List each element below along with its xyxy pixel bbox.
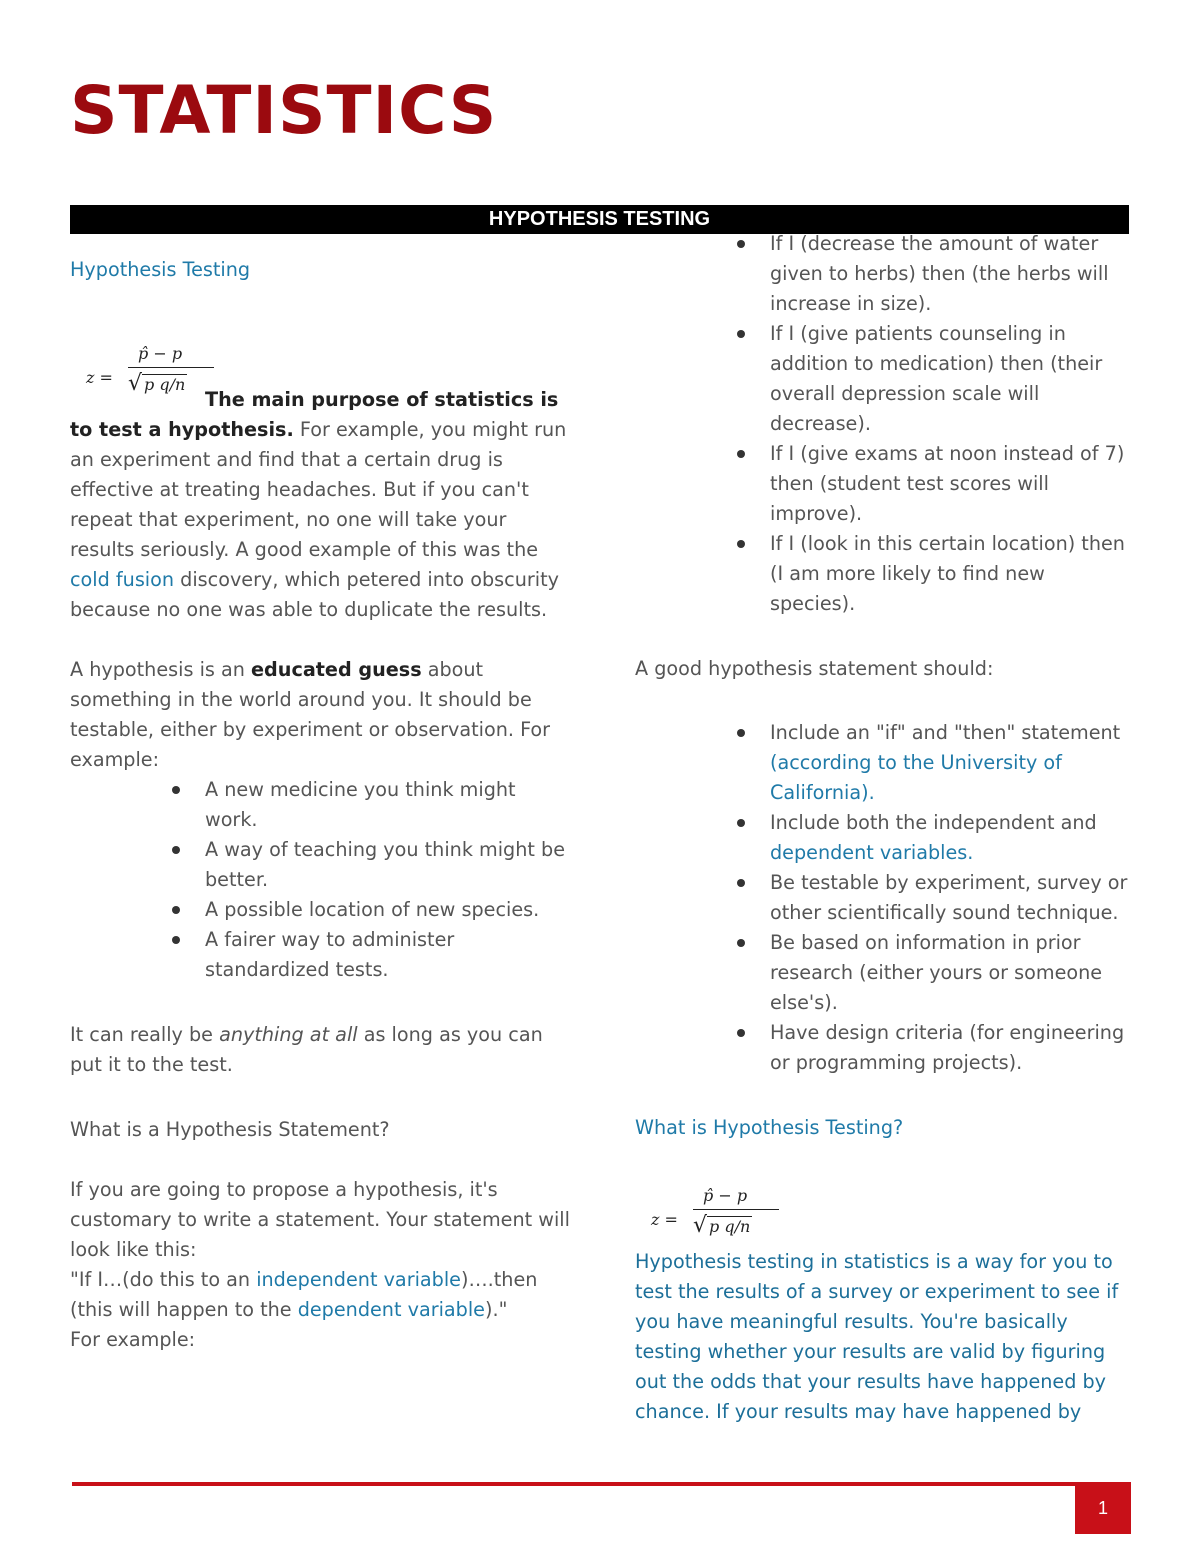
- anything-text-a: It can really be: [70, 1023, 220, 1046]
- radical-sign: √: [128, 371, 143, 396]
- formula-numerator: p̂ − p: [138, 344, 183, 363]
- formula-body: [651, 1187, 1135, 1249]
- radicand: p q/n: [709, 1217, 751, 1236]
- left-column: [70, 255, 570, 1355]
- formula-numerator: p̂ − p: [703, 1186, 748, 1205]
- cold-fusion-link[interactable]: cold fusion: [70, 568, 175, 591]
- section-header-bar: HYPOTHESIS TESTING: [70, 205, 1129, 234]
- if-then-list: [770, 229, 1135, 619]
- anything-text-b: as long as you can put it to the test.: [70, 1023, 543, 1076]
- heading-hypothesis-testing: Hypothesis Testing: [70, 258, 251, 281]
- heading-what-is-hypothesis-testing: What is Hypothesis Testing?: [635, 1116, 904, 1139]
- guess-bold: educated guess: [251, 658, 422, 681]
- dependent-variable-link[interactable]: dependent variable: [297, 1298, 485, 1321]
- criteria-text: Include an "if" and "then" statement: [770, 721, 1121, 744]
- template-text-a: "If I…(do this to an: [70, 1268, 257, 1291]
- list-item: A possible location of new species.: [205, 895, 565, 925]
- formula-lhs: z =: [86, 368, 113, 387]
- criteria-list: [770, 718, 1135, 1078]
- list-item: Have design criteria (for engineering or programming projects).: [770, 1018, 1135, 1078]
- dependent-variables-link[interactable]: dependent variables.: [770, 841, 974, 864]
- list-item: Be testable by experiment, survey or other scientifically sound technique.: [770, 868, 1135, 928]
- formula-lhs: z =: [651, 1210, 678, 1229]
- list-item: A new medicine you think might work.: [205, 775, 565, 835]
- paragraph-if-then-template: [70, 1265, 570, 1325]
- paragraph-hypothesis-testing-definition: Hypothesis testing in statistics is a way for you to test the results of a survey or experiment to see if you have meaningful results. You're basically testing whether your results are valid by figuring out the odds that your results have happened by chance. If your results may have happened by: [635, 1250, 1119, 1423]
- right-column: [635, 229, 1135, 1427]
- purpose-text-a: For example, you might run an experiment and find that a certain drug is effective at treating headaches. But if you can't repeat that experiment, no one will take your results seriously. A good example of this was the: [70, 418, 567, 561]
- list-item: [770, 718, 1135, 808]
- formula-denominator: [693, 1211, 752, 1242]
- list-item: A way of teaching you think might be better.: [205, 835, 565, 895]
- paragraph-for-example: For example:: [70, 1328, 196, 1351]
- paragraph-anything: [70, 1020, 570, 1080]
- page-number: 1: [1075, 1482, 1131, 1534]
- list-item: If I (give patients counseling in addition to medication) then (their overall depression scale will decrease).: [770, 319, 1135, 439]
- university-california-link[interactable]: (according to the University of California).: [770, 751, 1062, 804]
- formula-denominator: [128, 369, 187, 400]
- list-item: If I (decrease the amount of water given to herbs) then (the herbs will increase in size).: [770, 229, 1135, 319]
- paragraph-propose: If you are going to propose a hypothesis, it's customary to write a statement. Your statement will look like this:: [70, 1178, 570, 1261]
- purpose-bold: The main purpose of statistics is to test a hypothesis.: [70, 388, 559, 441]
- z-formula-2: [651, 1173, 1135, 1259]
- criteria-text: Include both the independent and: [770, 811, 1097, 834]
- radicand: p q/n: [144, 375, 186, 394]
- examples-list: [205, 775, 565, 985]
- anything-italic: anything at all: [219, 1023, 358, 1046]
- formula-fraction-bar: [128, 367, 214, 368]
- formula-fraction-bar: [693, 1209, 779, 1210]
- guess-text-a: A hypothesis is an: [70, 658, 252, 681]
- list-item: A fairer way to administer standardized tests.: [205, 925, 565, 985]
- good-hypothesis-intro: A good hypothesis statement should:: [635, 657, 994, 680]
- list-item: If I (look in this certain location) then (I am more likely to find new species).: [770, 529, 1135, 619]
- list-item: Be based on information in prior research (either yours or someone else's).: [770, 928, 1135, 1018]
- paragraph-educated-guess: [70, 655, 570, 775]
- purpose-text-b: discovery, which petered into obscurity because no one was able to duplicate the results.: [70, 568, 559, 621]
- z-formula: [86, 345, 570, 401]
- template-text-c: ).": [485, 1298, 508, 1321]
- list-item: If I (give exams at noon instead of 7) then (student test scores will improve).: [770, 439, 1135, 529]
- template-text-b: )….then (this will happen to the: [70, 1268, 538, 1321]
- guess-text-b: about something in the world around you. It should be testable, either by experiment or observation. For example:: [70, 658, 551, 771]
- independent-variable-link[interactable]: independent variable: [256, 1268, 461, 1291]
- paragraph-purpose: [70, 385, 570, 625]
- list-item: [770, 808, 1135, 868]
- radical-sign: √: [693, 1213, 708, 1238]
- footer-rule: [72, 1482, 1104, 1486]
- document-title: STATISTICS: [70, 72, 498, 149]
- question-hypothesis-statement: What is a Hypothesis Statement?: [70, 1118, 390, 1141]
